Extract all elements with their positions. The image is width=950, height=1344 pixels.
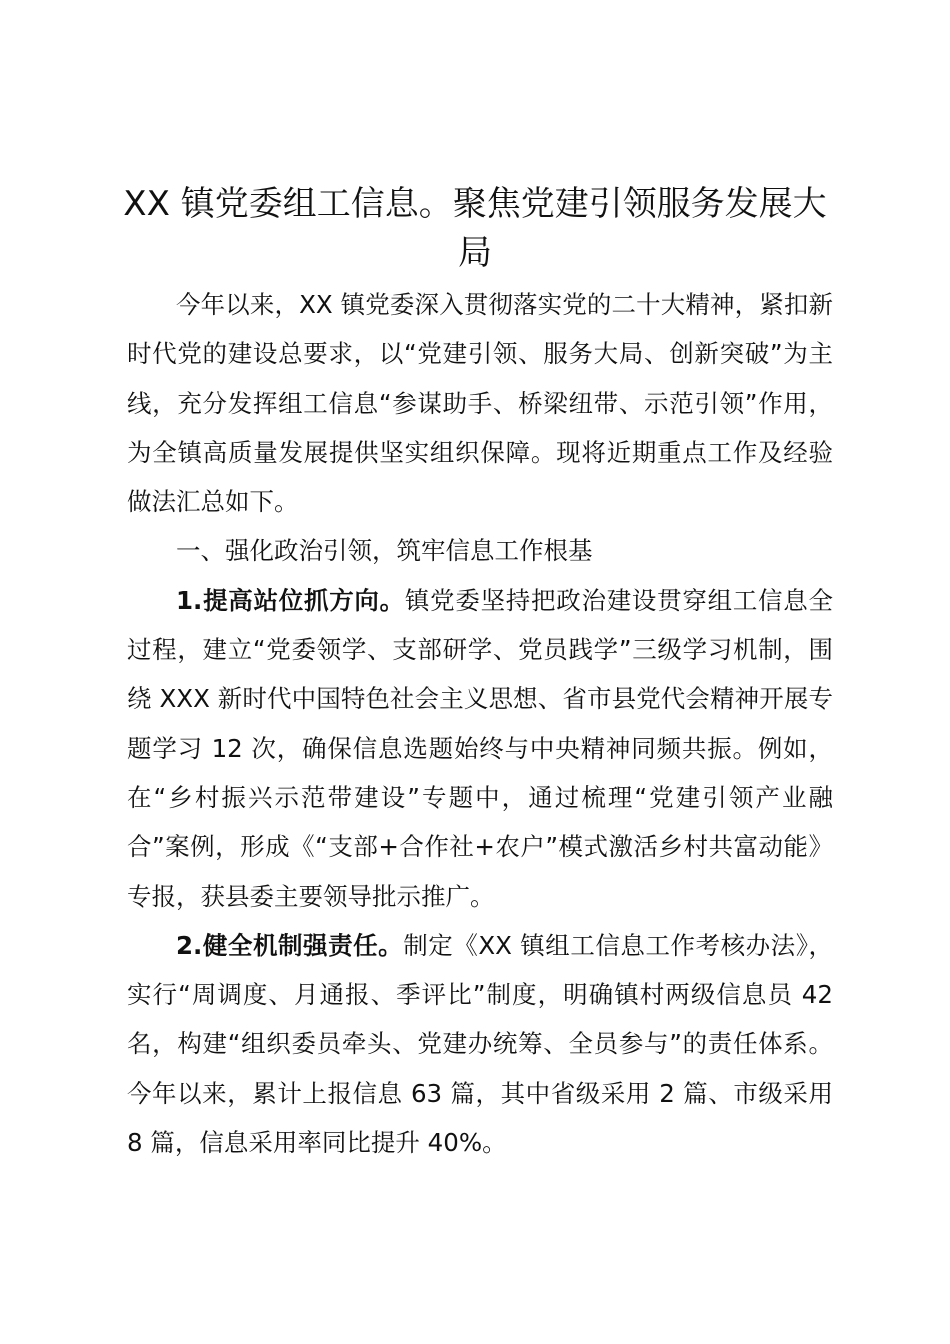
- item-paragraph-1: [127, 576, 833, 921]
- intro-paragraph: 今年以来，XX 镇党委深入贯彻落实党的二十大精神，紧扣新时代党的建设总要求，以“党建引领、服务大局、创新突破”为主线，充分发挥组工信息“参谋助手、桥梁纽带、示范引领”作用，为全镇高质量发展提供坚实组织保障。现将近期重点工作及经验做法汇总如下。: [127, 290, 833, 517]
- item-lead-2: 2.健全机制强责任。: [176, 930, 404, 960]
- item-text-2: 制定《XX 镇组工信息工作考核办法》，实行“周调度、月通报、季评比”制度，明确镇村两级信息员 42 名，构建“组织委员牵头、党建办统筹、全员参与”的责任体系。今年以来，累计上报信息 63 篇，其中省级采用 2 篇、市级采用 8 篇，信息采用率同比提升 40%。: [127, 930, 833, 1158]
- section-heading: 一、强化政治引领，筑牢信息工作根基: [176, 536, 593, 566]
- item-text-1: 镇党委坚持把政治建设贯穿组工信息全过程，建立“党委领学、支部研学、党员践学”三级学习机制，围绕 XXX 新时代中国特色社会主义思想、省市县党代会精神开展专题学习 12 次，确保信息选题始终与中央精神同频共振。例如，在“乡村振兴示范带建设”专题中，通过梳理“党建引领产业融合”案例，形成《“支部+合作社+农户”模式激活乡村共富动能》专报，获县委主要领导批示推广。: [127, 585, 833, 911]
- item-lead-1: 1.提高站位抓方向。: [176, 585, 405, 615]
- document-body: [127, 280, 833, 1167]
- item-paragraph-2: [127, 921, 833, 1167]
- document-title: XX 镇党委组工信息。聚焦党建引领服务发展大局: [123, 184, 827, 273]
